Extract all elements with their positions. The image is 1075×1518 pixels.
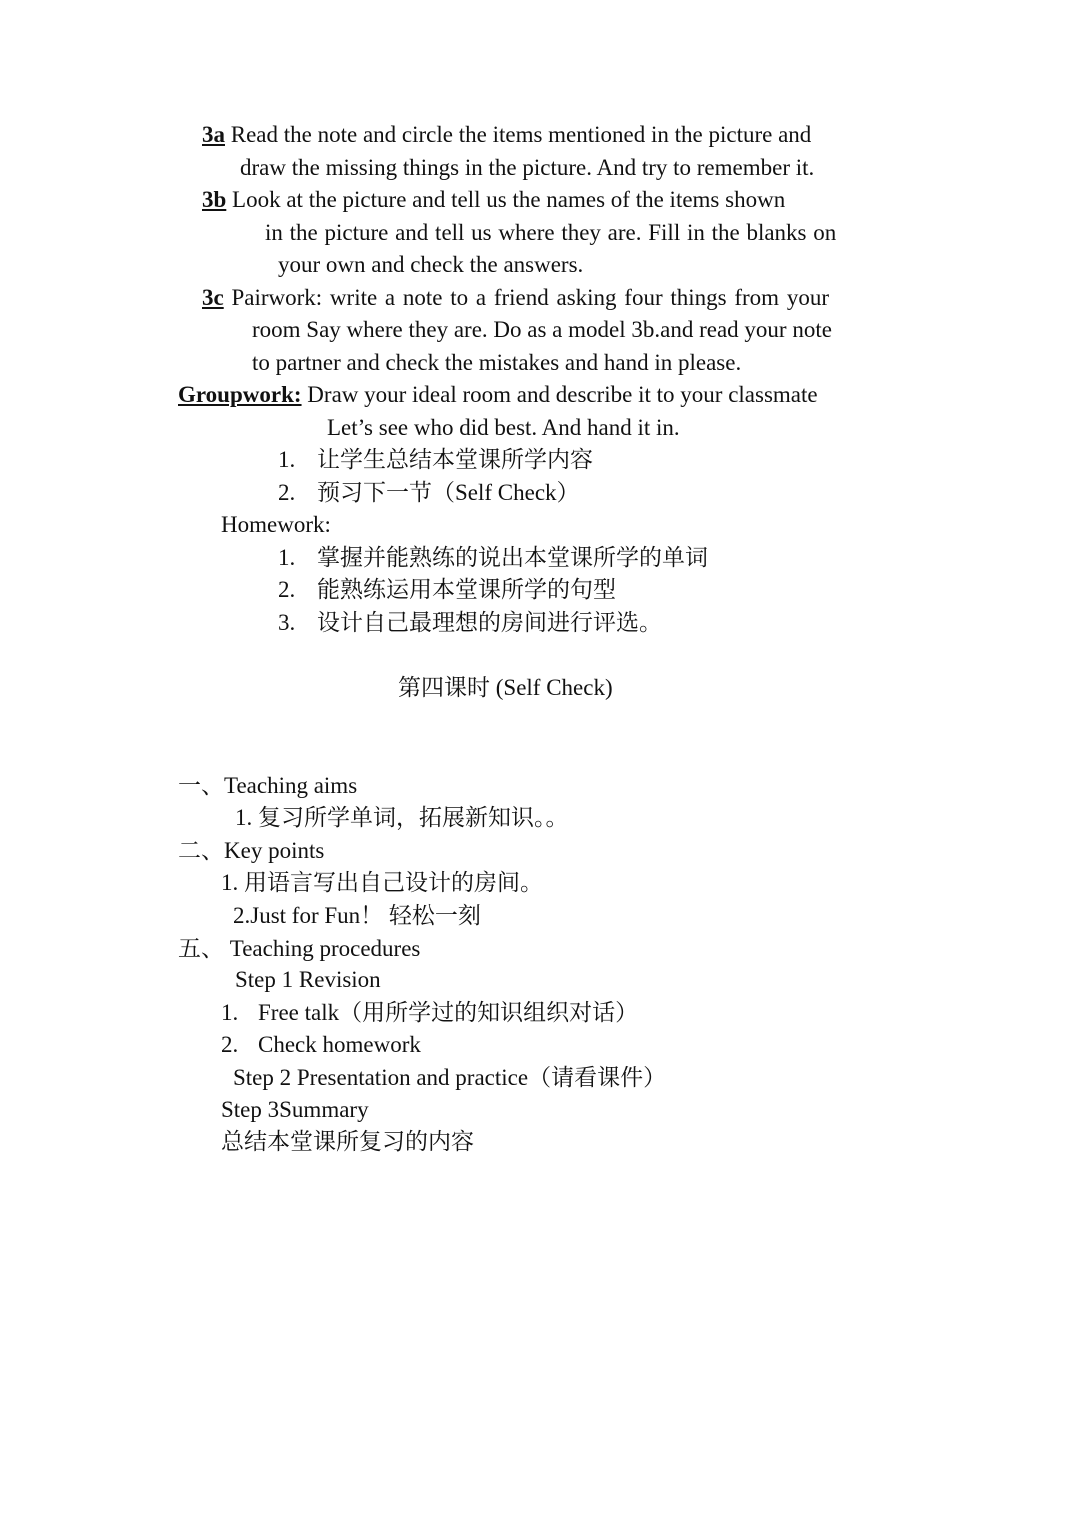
item-3b-text-1: Look at the picture and tell us the names of the items shown — [232, 187, 786, 212]
teaching-aims-item: 1. 复习所学单词，拓展新知识。。 — [235, 805, 569, 830]
step3-heading: Step 3Summary — [221, 1097, 369, 1122]
item-3a-label: 3a — [202, 122, 225, 147]
teaching-aims-heading: 一、Teaching aims — [178, 773, 358, 798]
item-3c-label: 3c — [202, 285, 224, 310]
lesson4-title: 第四课时 (Self Check) — [398, 675, 613, 700]
homework-item: 3. 设计自己最理想的房间进行评选。 — [278, 610, 662, 635]
step1-item: 1. Free talk（用所学过的知识组织对话） — [221, 1000, 639, 1025]
homework-heading: Homework: — [221, 512, 331, 537]
step2-heading: Step 2 Presentation and practice（请看课件） — [233, 1065, 667, 1090]
procedures-heading: 五、 Teaching procedures — [178, 936, 421, 961]
item-3c-text-2: room Say where they are. Do as a model 3b.and read your note — [252, 317, 832, 342]
summary-item: 2. 预习下一节（Self Check） — [278, 480, 580, 505]
summary-item: 1. 让学生总结本堂课所学内容 — [278, 447, 593, 472]
key-points-item-1: 1. 用语言写出自己设计的房间。 — [221, 870, 543, 895]
key-points-item-2: 2.Just for Fun！ 轻松一刻 — [233, 903, 481, 928]
groupwork-text-1: Draw your ideal room and describe it to your classmate — [307, 382, 818, 407]
item-3b-label: 3b — [202, 187, 227, 212]
groupwork-text-2: Let’s see who did best. And hand it in. — [327, 415, 680, 440]
item-3b-line1 — [202, 185, 785, 215]
item-3b-text-3: your own and check the answers. — [278, 252, 584, 277]
step3-text: 总结本堂课所复习的内容 — [221, 1129, 474, 1154]
key-points-heading: 二、Key points — [178, 838, 325, 863]
item-3a-text-1: Read the note and circle the items mentioned in the picture and — [230, 122, 812, 147]
item-3a-text-2: draw the missing things in the picture. And try to remember it. — [240, 155, 815, 180]
item-3a-line1 — [178, 120, 811, 150]
groupwork-line1 — [178, 380, 818, 410]
step1-item: 2. Check homework — [221, 1032, 421, 1057]
item-3c-text-1: Pairwork: write a note to a friend asking four things from your — [231, 285, 829, 310]
homework-item: 2. 能熟练运用本堂课所学的句型 — [278, 577, 616, 602]
item-3b-text-2: in the picture and tell us where they are. Fill in the blanks on — [265, 220, 837, 245]
step1-heading: Step 1 Revision — [235, 967, 381, 992]
item-3c-line1 — [202, 283, 829, 313]
item-3c-text-3: to partner and check the mistakes and hand in please. — [252, 350, 742, 375]
groupwork-label: Groupwork: — [178, 382, 302, 407]
homework-item: 1. 掌握并能熟练的说出本堂课所学的单词 — [278, 545, 708, 570]
